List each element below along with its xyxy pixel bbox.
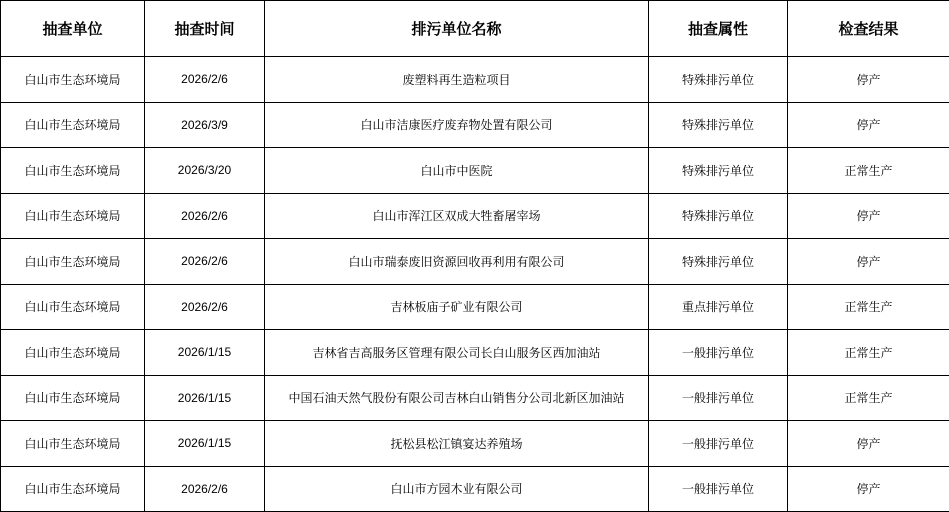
- cell-inspection-unit: 白山市生态环境局: [1, 57, 145, 103]
- cell-inspection-time: 2026/2/6: [145, 284, 265, 330]
- cell-attribute: 特殊排污单位: [649, 102, 788, 148]
- cell-discharger-name: 吉林省吉高服务区管理有限公司长白山服务区西加油站: [265, 330, 649, 376]
- table-row: [1, 148, 949, 194]
- cell-discharger-name: 抚松县松江镇宴达养殖场: [265, 421, 649, 467]
- cell-inspection-time: 2026/3/9: [145, 102, 265, 148]
- cell-inspection-unit: 白山市生态环境局: [1, 330, 145, 376]
- cell-inspection-unit: 白山市生态环境局: [1, 102, 145, 148]
- cell-result: 正常生产: [788, 284, 949, 330]
- table-row: [1, 330, 949, 376]
- table-row: [1, 375, 949, 421]
- header-cell-inspection-time: 抽查时间: [145, 1, 265, 57]
- cell-discharger-name: 白山市瑞泰废旧资源回收再利用有限公司: [265, 239, 649, 285]
- cell-result: 正常生产: [788, 148, 949, 194]
- cell-discharger-name: 废塑料再生造粒项目: [265, 57, 649, 103]
- cell-inspection-time: 2026/2/6: [145, 239, 265, 285]
- cell-attribute: 特殊排污单位: [649, 193, 788, 239]
- table-row: [1, 239, 949, 285]
- cell-inspection-unit: 白山市生态环境局: [1, 284, 145, 330]
- cell-inspection-time: 2026/1/15: [145, 330, 265, 376]
- table-row: [1, 421, 949, 467]
- cell-attribute: 一般排污单位: [649, 466, 788, 512]
- cell-result: 正常生产: [788, 375, 949, 421]
- cell-inspection-time: 2026/2/6: [145, 466, 265, 512]
- header-cell-discharger-name: 排污单位名称: [265, 1, 649, 57]
- table-header: [1, 1, 949, 57]
- header-cell-attribute: 抽查属性: [649, 1, 788, 57]
- cell-attribute: 特殊排污单位: [649, 148, 788, 194]
- cell-result: 停产: [788, 421, 949, 467]
- cell-result: 正常生产: [788, 330, 949, 376]
- table-row: [1, 57, 949, 103]
- cell-discharger-name: 吉林板庙子矿业有限公司: [265, 284, 649, 330]
- table-row: [1, 466, 949, 512]
- cell-inspection-time: 2026/2/6: [145, 193, 265, 239]
- cell-result: 停产: [788, 239, 949, 285]
- cell-discharger-name: 白山市洁康医疗废弃物处置有限公司: [265, 102, 649, 148]
- cell-discharger-name: 白山市浑江区双成大牲畜屠宰场: [265, 193, 649, 239]
- cell-inspection-time: 2026/3/20: [145, 148, 265, 194]
- cell-result: 停产: [788, 193, 949, 239]
- cell-inspection-unit: 白山市生态环境局: [1, 466, 145, 512]
- cell-discharger-name: 中国石油天然气股份有限公司吉林白山销售分公司北新区加油站: [265, 375, 649, 421]
- cell-inspection-unit: 白山市生态环境局: [1, 148, 145, 194]
- cell-inspection-unit: 白山市生态环境局: [1, 193, 145, 239]
- table-row: [1, 284, 949, 330]
- header-cell-inspection-unit: 抽查单位: [1, 1, 145, 57]
- cell-discharger-name: 白山市方园木业有限公司: [265, 466, 649, 512]
- cell-attribute: 特殊排污单位: [649, 239, 788, 285]
- header-cell-result: 检查结果: [788, 1, 949, 57]
- cell-inspection-unit: 白山市生态环境局: [1, 421, 145, 467]
- cell-result: 停产: [788, 57, 949, 103]
- cell-inspection-unit: 白山市生态环境局: [1, 375, 145, 421]
- table-body: [1, 57, 949, 512]
- cell-discharger-name: 白山市中医院: [265, 148, 649, 194]
- cell-result: 停产: [788, 102, 949, 148]
- cell-attribute: 重点排污单位: [649, 284, 788, 330]
- table-row: [1, 102, 949, 148]
- header-row: [1, 1, 949, 57]
- cell-attribute: 一般排污单位: [649, 330, 788, 376]
- cell-attribute: 特殊排污单位: [649, 57, 788, 103]
- table-row: [1, 193, 949, 239]
- cell-attribute: 一般排污单位: [649, 421, 788, 467]
- cell-attribute: 一般排污单位: [649, 375, 788, 421]
- cell-inspection-time: 2026/1/15: [145, 375, 265, 421]
- cell-result: 停产: [788, 466, 949, 512]
- cell-inspection-time: 2026/2/6: [145, 57, 265, 103]
- cell-inspection-time: 2026/1/15: [145, 421, 265, 467]
- cell-inspection-unit: 白山市生态环境局: [1, 239, 145, 285]
